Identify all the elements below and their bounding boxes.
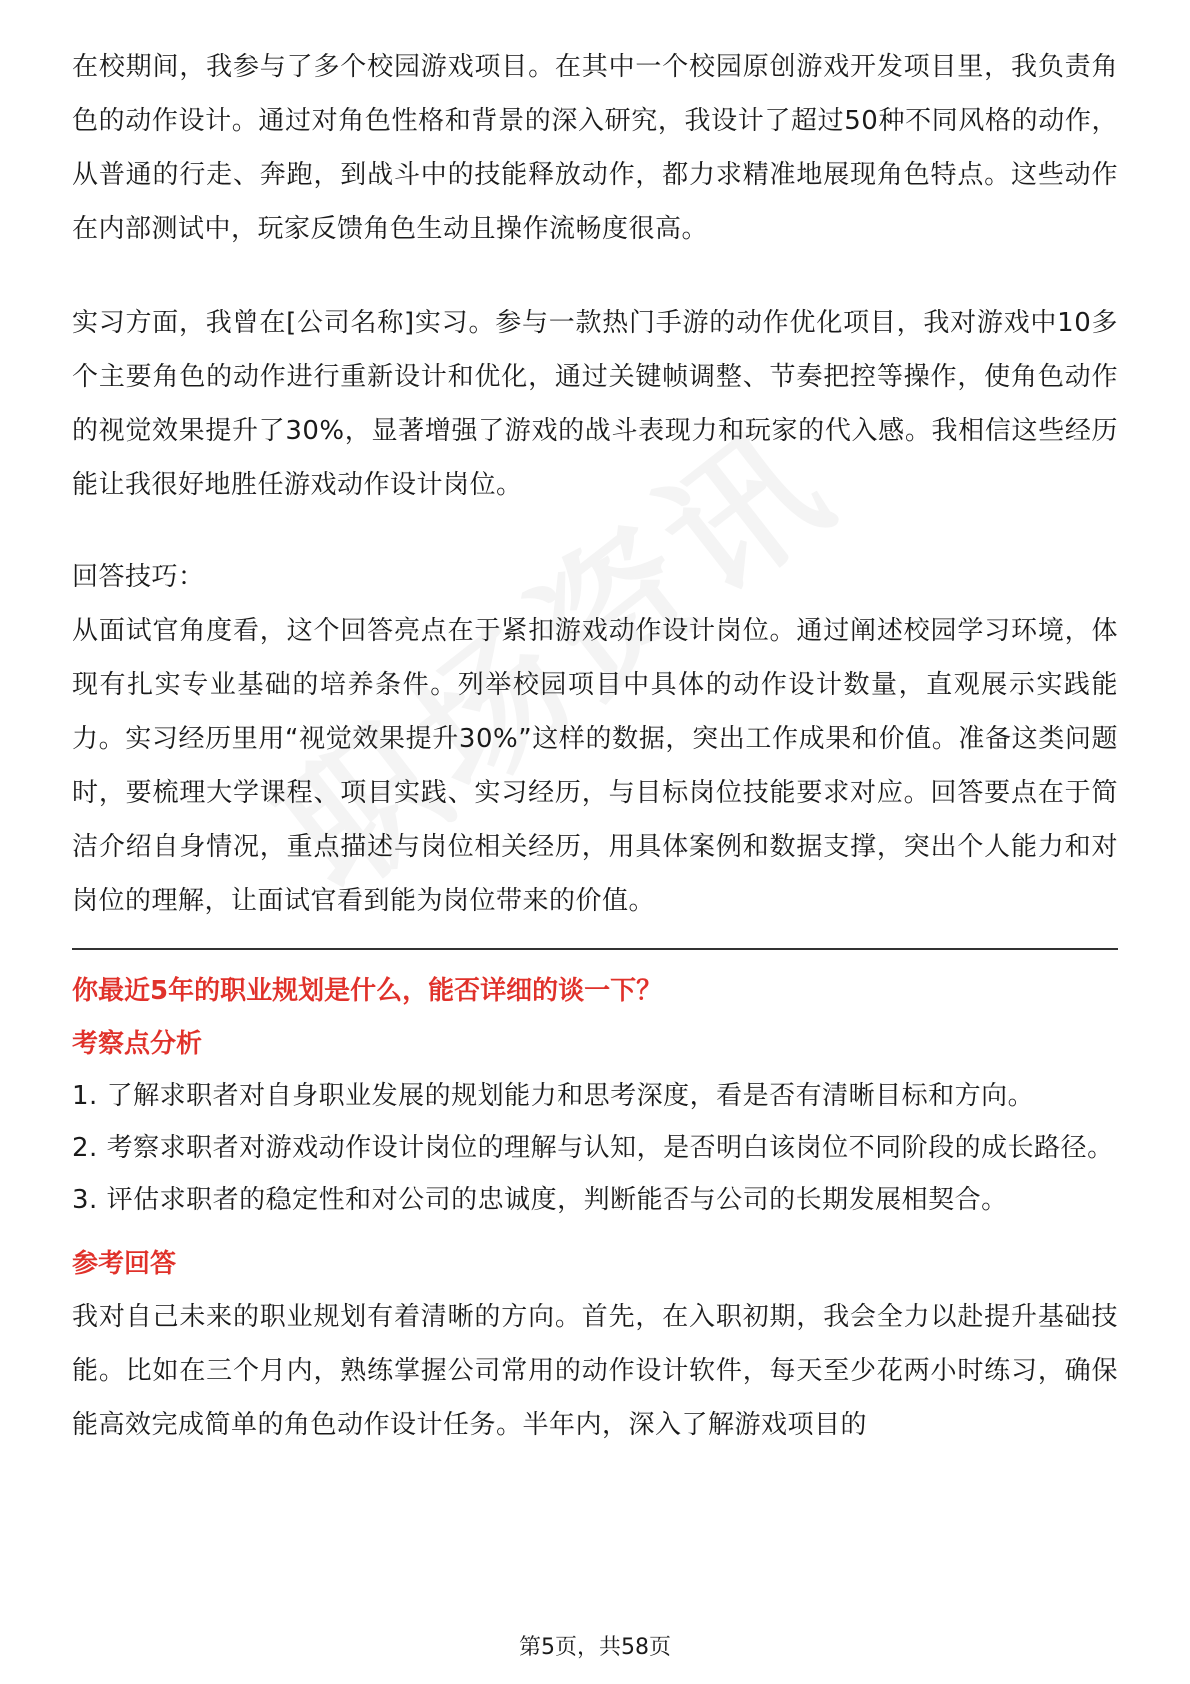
question-title: 你最近5年的职业规划是什么，能否详细的谈一下？ <box>72 976 663 1006</box>
document-page <box>72 40 1118 1452</box>
tips-paragraph: 从面试官角度看，这个回答亮点在于紧扣游戏动作设计岗位。通过阐述校园学习环境，体现有扎实专业基础的培养条件。列举校园项目中具体的动作设计数量，直观展示实践能力。实习经历里用“视觉效果提升30%”这样的数据，突出工作成果和价值。准备这类问题时，要梳理大学课程、项目实践、实习经历，与目标岗位技能要求对应。回答要点在于简洁介绍自身情况，重点描述与岗位相关经历，用具体案例和数据支撑，突出个人能力和对岗位的理解，让面试官看到能为岗位带来的价值。 <box>72 616 1118 916</box>
analysis-item-2: 2. 考察求职者对游戏动作设计岗位的理解与认知，是否明白该岗位不同阶段的成长路径。 <box>72 1133 1114 1163</box>
reference-heading: 参考回答 <box>72 1249 177 1279</box>
campus-experience-paragraph: 在校期间，我参与了多个校园游戏项目。在其中一个校园原创游戏开发项目里，我负责角色的动作设计。通过对角色性格和背景的深入研究，我设计了超过50种不同风格的动作，从普通的行走、奔跑，到战斗中的技能释放动作，都力求精准地展现角色特点。这些动作在内部测试中，玩家反馈角色生动且操作流畅度很高。 <box>72 52 1118 244</box>
internship-paragraph: 实习方面，我曾在[公司名称]实习。参与一款热门手游的动作优化项目，我对游戏中10多个主要角色的动作进行重新设计和优化，通过关键帧调整、节奏把控等操作，使角色动作的视觉效果提升了30%，显著增强了游戏的战斗表现力和玩家的代入感。我相信这些经历能让我很好地胜任游戏动作设计岗位。 <box>72 308 1118 500</box>
analysis-item-1: 1. 了解求职者对自身职业发展的规划能力和思考深度，看是否有清晰目标和方向。 <box>72 1081 1035 1111</box>
spacer <box>72 1226 1118 1238</box>
reference-answer-paragraph: 我对自己未来的职业规划有着清晰的方向。首先，在入职初期，我会全力以赴提升基础技能。比如在三个月内，熟练掌握公司常用的动作设计软件，每天至少花两小时练习，确保能高效完成简单的角色动作设计任务。半年内，深入了解游戏项目的 <box>72 1302 1118 1440</box>
analysis-heading: 考察点分析 <box>72 1029 203 1059</box>
section-divider <box>72 948 1118 950</box>
page-number: 第5页，共58页 <box>519 1635 671 1660</box>
spacer <box>72 512 1118 550</box>
analysis-item-3: 3. 评估求职者的稳定性和对公司的忠诚度，判断能否与公司的长期发展相契合。 <box>72 1185 1008 1215</box>
spacer <box>72 256 1118 296</box>
tips-label: 回答技巧： <box>72 562 205 592</box>
